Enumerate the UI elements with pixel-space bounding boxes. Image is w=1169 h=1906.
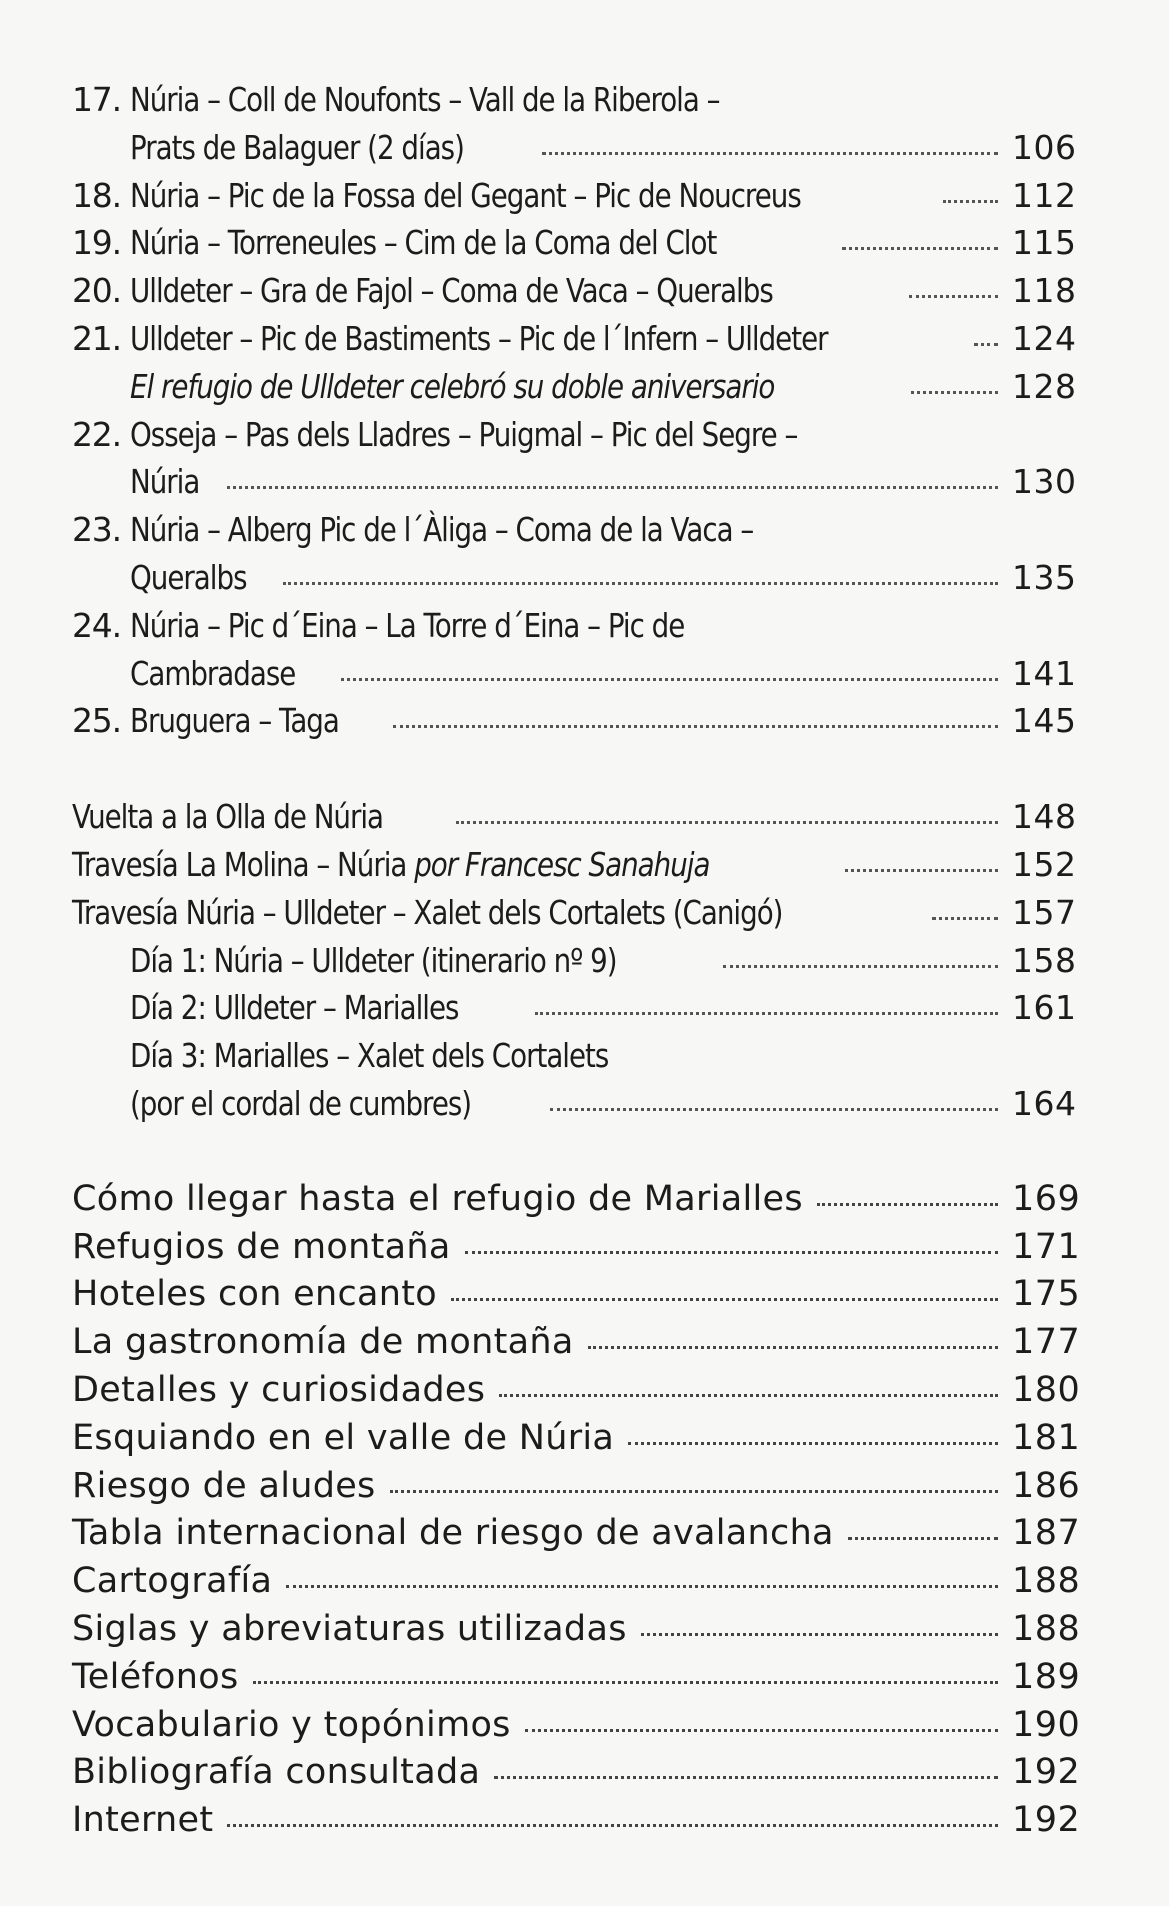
page-number: 112 (1012, 175, 1077, 215)
toc-entry-row (72, 363, 1077, 411)
entry-number: 22. (72, 414, 121, 454)
entry-number: 20. (72, 271, 121, 311)
page-number: 189 (1012, 1656, 1081, 1697)
dot-leader (909, 295, 998, 298)
toc-entry-row (72, 124, 1077, 172)
toc-entry-row (72, 1367, 1081, 1415)
toc-entry-row (72, 315, 1077, 363)
page-number: 175 (1012, 1274, 1081, 1315)
entry-number: 21. (72, 318, 121, 358)
toc-entry-row (72, 1080, 1077, 1128)
dot-leader (451, 1298, 998, 1301)
page-number: 180 (1012, 1369, 1081, 1410)
toc-entry-row (72, 1797, 1081, 1845)
toc-entry-row (72, 602, 1072, 650)
page-number: 115 (1012, 223, 1077, 263)
entry-title: Internet (72, 1800, 214, 1841)
page-number: 188 (1012, 1608, 1081, 1649)
page-number: 145 (1012, 701, 1077, 741)
toc-entry-row (72, 76, 1072, 124)
toc-entry-row (72, 984, 1077, 1032)
entry-title: Siglas y abreviaturas utilizadas (72, 1608, 627, 1649)
toc-entry-row (72, 411, 1072, 459)
entry-title (72, 841, 709, 889)
toc-entry-row (72, 267, 1077, 315)
dot-leader (253, 1681, 999, 1684)
entry-title: Ulldeter – Pic de Bastiments – Pic de l´Infern – Ulldeter (130, 318, 828, 358)
toc-entry-row (72, 1271, 1081, 1319)
dot-leader (525, 1729, 998, 1732)
toc-entry-row (72, 458, 1077, 506)
toc-entry-row (72, 1606, 1081, 1654)
routes-section (72, 76, 1077, 745)
section-gap (72, 1128, 1072, 1176)
dot-leader (932, 917, 998, 920)
toc-entry-row (72, 1463, 1081, 1511)
dot-leader (588, 1346, 998, 1349)
dot-leader (465, 1251, 998, 1254)
entry-title: Núria – Coll de Noufonts – Vall de la Riberola – (130, 80, 720, 119)
entry-title-text: Día 2: Ulldeter – Marialles (130, 988, 459, 1028)
entry-title: Núria – Pic de la Fossa del Gegant – Pic de Noucreus (130, 175, 801, 215)
entry-title-text: Vuelta a la Olla de Núria (72, 797, 384, 837)
entry-title (130, 1080, 471, 1128)
entry-title: Cambradase (130, 653, 296, 693)
dot-leader (848, 1537, 998, 1540)
entry-title-text: Travesía La Molina – Núria (72, 844, 415, 884)
dot-leader (641, 1633, 998, 1636)
entry-title (72, 889, 782, 937)
toc-entry-row (72, 1032, 1072, 1080)
toc-entry-row (72, 1558, 1081, 1606)
page-number: 187 (1012, 1513, 1081, 1554)
page-number: 106 (1012, 127, 1077, 167)
toc-entry-row (72, 219, 1077, 267)
entry-number: 25. (72, 701, 121, 741)
dot-leader (542, 152, 998, 155)
entry-title: Osseja – Pas dels Lladres – Puigmal – Pic del Segre – (130, 414, 798, 454)
toc-entry-row (72, 697, 1077, 745)
toc-entry-row (72, 889, 1077, 937)
entry-number: 23. (72, 510, 121, 550)
entry-title: Cartografía (72, 1561, 273, 1602)
entry-title-text: Día 1: Núria – Ulldeter (itinerario nº 9) (130, 940, 617, 980)
toc-entry-row (72, 841, 1077, 889)
page-number: 128 (1012, 366, 1077, 406)
toc-entry-row (72, 1415, 1081, 1463)
entry-number: 18. (72, 175, 121, 215)
toc-entry-row (72, 1224, 1081, 1272)
page-number: 157 (1012, 892, 1077, 932)
entry-number: 19. (72, 223, 121, 263)
entry-title-text: Travesía Núria – Ulldeter – Xalet dels Cortalets (Canigó) (72, 892, 783, 932)
page-number: 169 (1012, 1178, 1081, 1219)
entry-title: El refugio de Ulldeter celebró su doble aniversario (130, 366, 775, 406)
dot-leader (911, 391, 998, 394)
dot-leader (286, 1585, 998, 1588)
entry-title: Hoteles con encanto (72, 1274, 437, 1315)
dot-leader (283, 582, 998, 585)
entry-title (130, 937, 617, 985)
dot-leader (974, 343, 998, 346)
page-number: 186 (1012, 1465, 1081, 1506)
table-of-contents (72, 76, 1081, 1845)
dot-leader (550, 1108, 998, 1111)
page-number: 188 (1012, 1561, 1081, 1602)
page-number: 130 (1012, 462, 1077, 502)
toc-entry-row (72, 506, 1072, 554)
page-number: 192 (1012, 1800, 1081, 1841)
entry-title (130, 1032, 608, 1080)
toc-entry-row (72, 172, 1077, 220)
entry-title: Núria – Pic d´Eina – La Torre d´Eina – Pic de (130, 605, 685, 645)
entry-title: Cómo llegar hasta el refugio de Marialles (72, 1178, 803, 1219)
dot-leader (456, 821, 998, 824)
entry-title-text: Día 3: Marialles – Xalet dels Cortalets (130, 1036, 609, 1076)
dot-leader (227, 1824, 998, 1827)
page-number: 181 (1012, 1417, 1081, 1458)
entry-title: La gastronomía de montaña (72, 1322, 574, 1363)
page-number: 141 (1012, 653, 1077, 693)
entry-title: Núria – Alberg Pic de l´Àliga – Coma de la Vaca – (130, 510, 754, 550)
entry-title: Refugios de montaña (72, 1226, 451, 1267)
entry-author: por Francesc Sanahuja (414, 844, 710, 884)
entry-title: Esquiando en el valle de Núria (72, 1417, 615, 1458)
entry-title: Núria – Torreneules – Cim de la Coma del Clot (130, 223, 717, 263)
dot-leader (494, 1776, 998, 1779)
entry-title: Bibliografía consultada (72, 1752, 481, 1793)
dot-leader (341, 678, 998, 681)
toc-entry-row (72, 554, 1077, 602)
page-number: 164 (1012, 1083, 1077, 1123)
page-number: 118 (1012, 271, 1077, 311)
section-gap (72, 745, 1072, 793)
toc-entry-row (72, 937, 1077, 985)
entry-title: Queralbs (130, 557, 247, 597)
page-number: 161 (1012, 988, 1077, 1028)
toc-entry-row (72, 1749, 1081, 1797)
dot-leader (628, 1442, 998, 1445)
entry-title: Riesgo de aludes (72, 1465, 376, 1506)
page-number: 190 (1012, 1704, 1081, 1745)
page-number: 192 (1012, 1752, 1081, 1793)
dot-leader (723, 965, 998, 968)
entry-title: Vocabulario y topónimos (72, 1704, 511, 1745)
toc-entry-row (72, 1510, 1081, 1558)
dot-leader (227, 486, 998, 489)
dot-leader (499, 1394, 998, 1397)
entry-title: Núria (130, 462, 200, 502)
entry-title: Prats de Balaguer (2 días) (130, 127, 464, 167)
toc-entry-row (72, 1319, 1081, 1367)
dot-leader (393, 725, 998, 728)
page-number: 171 (1012, 1226, 1081, 1267)
crossings-section (72, 793, 1077, 1128)
dot-leader (943, 200, 998, 203)
entry-title: Ulldeter – Gra de Fajol – Coma de Vaca – Queralbs (130, 271, 773, 311)
dot-leader (817, 1203, 998, 1206)
entry-title: Detalles y curiosidades (72, 1369, 486, 1410)
dot-leader (535, 1012, 998, 1015)
page-number: 152 (1012, 844, 1077, 884)
toc-entry-row (72, 1702, 1081, 1750)
page-number: 177 (1012, 1322, 1081, 1363)
toc-entry-row (72, 793, 1077, 841)
entry-title (130, 984, 458, 1032)
toc-entry-row (72, 1176, 1081, 1224)
entry-title (72, 793, 383, 841)
entry-title-text: (por el cordal de cumbres) (130, 1083, 472, 1123)
entry-title: Tabla internacional de riesgo de avalancha (72, 1513, 834, 1554)
dot-leader (390, 1490, 998, 1493)
appendix-section (72, 1176, 1081, 1845)
dot-leader (842, 247, 998, 250)
entry-title: Teléfonos (72, 1656, 239, 1697)
toc-entry-row (72, 1654, 1081, 1702)
dot-leader (845, 869, 998, 872)
entry-title: Bruguera – Taga (130, 701, 339, 741)
entry-number: 24. (72, 605, 121, 645)
entry-number: 17. (72, 80, 121, 119)
toc-entry-row (72, 650, 1077, 698)
page-number: 135 (1012, 557, 1077, 597)
page-number: 124 (1012, 318, 1077, 358)
page-number: 148 (1012, 797, 1077, 837)
page-number: 158 (1012, 940, 1077, 980)
